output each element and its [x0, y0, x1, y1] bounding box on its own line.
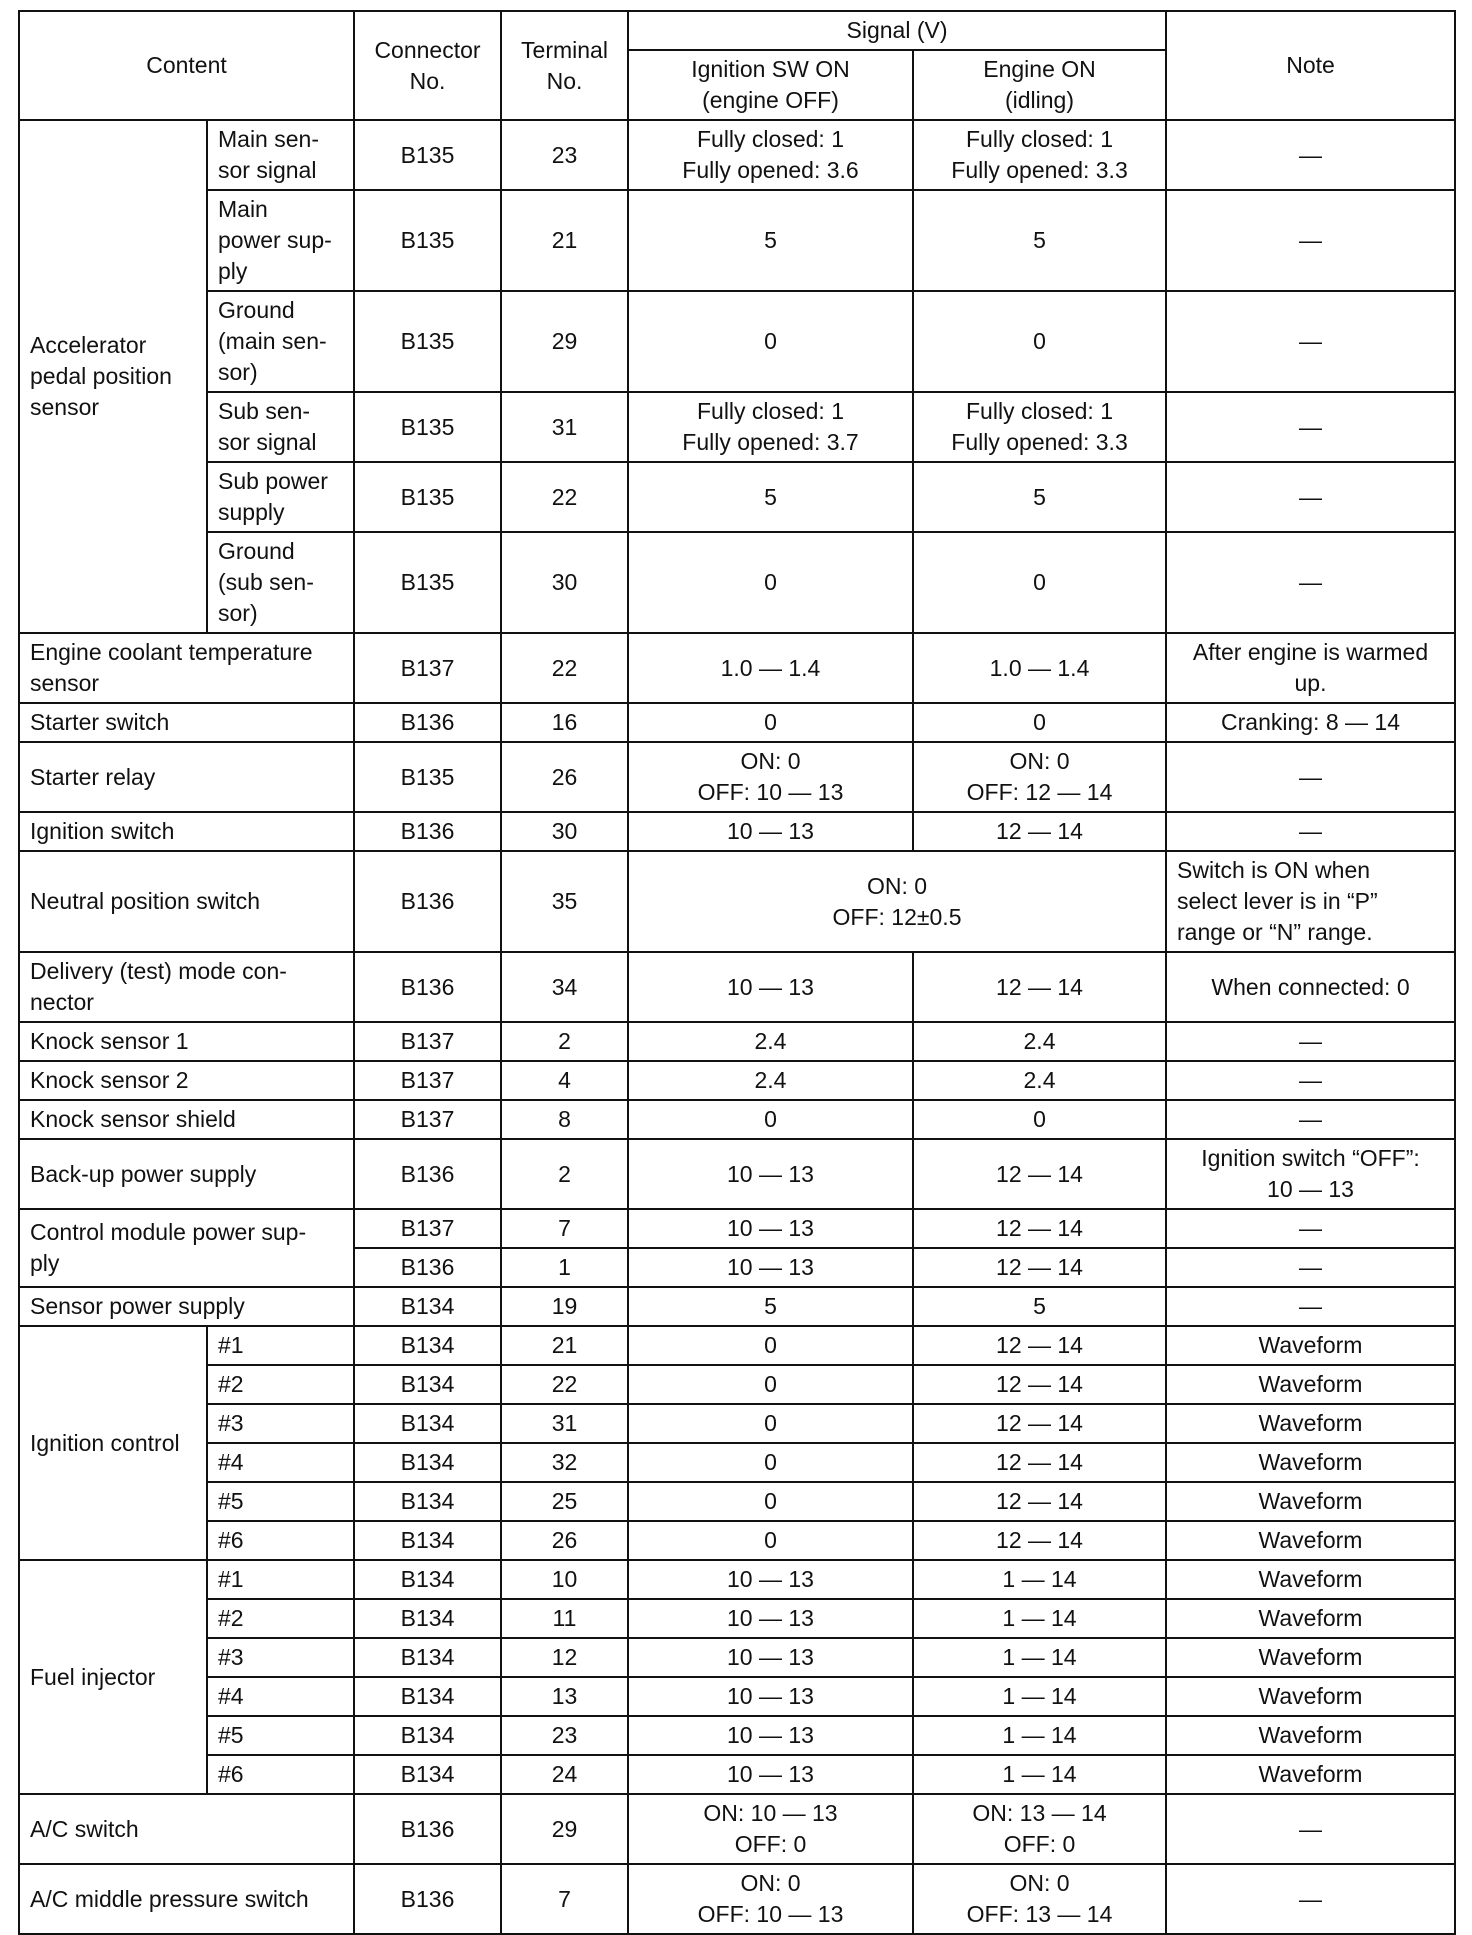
table-row [19, 1326, 1455, 1365]
connector-cell: B135 [354, 532, 501, 633]
engine-on-cell: ON: 13 — 14 OFF: 0 [913, 1794, 1166, 1864]
note-cell: Waveform [1166, 1443, 1455, 1482]
item-label: #2 [207, 1599, 354, 1638]
table-row [19, 952, 1455, 1022]
item-label: #2 [207, 1365, 354, 1404]
engine-on-cell: 2.4 [913, 1061, 1166, 1100]
connector-cell: B134 [354, 1443, 501, 1482]
connector-cell: B136 [354, 851, 501, 952]
signal-spec-table [18, 10, 1456, 1935]
engine-on-cell: 12 — 14 [913, 952, 1166, 1022]
item-label: Neutral position switch [19, 851, 354, 952]
engine-on-cell: 1 — 14 [913, 1677, 1166, 1716]
table-row [19, 1794, 1455, 1864]
header-ignition-on: Ignition SW ON (engine OFF) [628, 50, 913, 120]
ignition-on-cell: ON: 0 OFF: 10 — 13 [628, 742, 913, 812]
note-cell: Waveform [1166, 1521, 1455, 1560]
connector-cell: B134 [354, 1638, 501, 1677]
header-note: Note [1166, 11, 1455, 120]
connector-cell: B134 [354, 1404, 501, 1443]
terminal-cell: 24 [501, 1755, 628, 1794]
table-row [19, 1365, 1455, 1404]
table-row [19, 392, 1455, 462]
terminal-cell: 16 [501, 703, 628, 742]
note-cell: Waveform [1166, 1716, 1455, 1755]
note-cell: Waveform [1166, 1560, 1455, 1599]
table-row [19, 1404, 1455, 1443]
engine-on-cell: 12 — 14 [913, 1521, 1166, 1560]
item-label: Main sen- sor signal [207, 120, 354, 190]
item-label: Back-up power supply [19, 1139, 354, 1209]
engine-on-cell: 5 [913, 462, 1166, 532]
terminal-cell: 8 [501, 1100, 628, 1139]
engine-on-cell: 1 — 14 [913, 1599, 1166, 1638]
table-row [19, 1482, 1455, 1521]
ignition-on-cell: 0 [628, 1100, 913, 1139]
ignition-on-cell: 0 [628, 1443, 913, 1482]
connector-cell: B137 [354, 1061, 501, 1100]
ignition-on-cell: 5 [628, 190, 913, 291]
terminal-cell: 26 [501, 742, 628, 812]
ignition-on-cell: Fully closed: 1 Fully opened: 3.6 [628, 120, 913, 190]
item-label: Engine coolant temperature sensor [19, 633, 354, 703]
ignition-on-cell: 1.0 — 1.4 [628, 633, 913, 703]
note-cell: — [1166, 462, 1455, 532]
terminal-cell: 23 [501, 1716, 628, 1755]
table-row [19, 462, 1455, 532]
terminal-cell: 4 [501, 1061, 628, 1100]
connector-cell: B137 [354, 1022, 501, 1061]
engine-on-cell: 5 [913, 190, 1166, 291]
engine-on-cell: 12 — 14 [913, 1209, 1166, 1248]
note-cell: — [1166, 392, 1455, 462]
ignition-on-cell: 0 [628, 1521, 913, 1560]
terminal-cell: 13 [501, 1677, 628, 1716]
terminal-cell: 1 [501, 1248, 628, 1287]
note-cell: — [1166, 1287, 1455, 1326]
note-cell: — [1166, 1061, 1455, 1100]
connector-cell: B134 [354, 1287, 501, 1326]
terminal-cell: 22 [501, 462, 628, 532]
note-cell: — [1166, 1794, 1455, 1864]
note-cell: — [1166, 1248, 1455, 1287]
connector-cell: B135 [354, 120, 501, 190]
header-content: Content [19, 11, 354, 120]
terminal-cell: 12 [501, 1638, 628, 1677]
ignition-on-cell: 0 [628, 291, 913, 392]
table-row [19, 812, 1455, 851]
ignition-on-cell: 10 — 13 [628, 1248, 913, 1287]
terminal-cell: 7 [501, 1864, 628, 1934]
item-label: Knock sensor 1 [19, 1022, 354, 1061]
engine-on-cell: 1 — 14 [913, 1638, 1166, 1677]
connector-cell: B135 [354, 190, 501, 291]
note-cell: — [1166, 812, 1455, 851]
engine-on-cell: Fully closed: 1 Fully opened: 3.3 [913, 120, 1166, 190]
terminal-cell: 29 [501, 291, 628, 392]
item-label: #3 [207, 1404, 354, 1443]
engine-on-cell: 12 — 14 [913, 1404, 1166, 1443]
item-label: Main power sup- ply [207, 190, 354, 291]
table-row [19, 1599, 1455, 1638]
connector-cell: B136 [354, 1794, 501, 1864]
engine-on-cell: 1.0 — 1.4 [913, 633, 1166, 703]
ignition-on-cell: 10 — 13 [628, 1560, 913, 1599]
item-label: #4 [207, 1443, 354, 1482]
connector-cell: B136 [354, 1248, 501, 1287]
item-label: #1 [207, 1326, 354, 1365]
ignition-on-cell: 0 [628, 703, 913, 742]
item-label: Ground (main sen- sor) [207, 291, 354, 392]
engine-on-cell: 1 — 14 [913, 1716, 1166, 1755]
table-row [19, 1864, 1455, 1934]
table-row [19, 851, 1455, 952]
connector-cell: B134 [354, 1521, 501, 1560]
terminal-cell: 22 [501, 633, 628, 703]
header-signal: Signal (V) [628, 11, 1166, 50]
connector-cell: B137 [354, 1209, 501, 1248]
ignition-on-cell: 5 [628, 1287, 913, 1326]
note-cell: — [1166, 291, 1455, 392]
connector-cell: B134 [354, 1326, 501, 1365]
terminal-cell: 26 [501, 1521, 628, 1560]
group-label: Fuel injector [19, 1560, 207, 1794]
engine-on-cell: ON: 0 OFF: 12 — 14 [913, 742, 1166, 812]
table-body [19, 120, 1455, 1934]
table-row [19, 1716, 1455, 1755]
header-row-1 [19, 11, 1455, 50]
table-row [19, 1139, 1455, 1209]
table-row [19, 190, 1455, 291]
connector-cell: B136 [354, 1139, 501, 1209]
ignition-on-cell: 10 — 13 [628, 1716, 913, 1755]
connector-cell: B134 [354, 1677, 501, 1716]
note-cell: — [1166, 742, 1455, 812]
item-label: #3 [207, 1638, 354, 1677]
item-label: #4 [207, 1677, 354, 1716]
engine-on-cell: 12 — 14 [913, 1248, 1166, 1287]
ignition-on-cell: 0 [628, 532, 913, 633]
item-label: Sub power supply [207, 462, 354, 532]
engine-on-cell: 1 — 14 [913, 1755, 1166, 1794]
connector-cell: B136 [354, 812, 501, 851]
note-cell: Ignition switch “OFF”: 10 — 13 [1166, 1139, 1455, 1209]
ignition-on-cell: 2.4 [628, 1022, 913, 1061]
table-row [19, 1022, 1455, 1061]
terminal-cell: 21 [501, 190, 628, 291]
terminal-cell: 31 [501, 392, 628, 462]
note-cell: — [1166, 1864, 1455, 1934]
ignition-on-cell: 0 [628, 1326, 913, 1365]
engine-on-cell: 0 [913, 291, 1166, 392]
note-cell: Waveform [1166, 1404, 1455, 1443]
terminal-cell: 19 [501, 1287, 628, 1326]
item-label: Ignition switch [19, 812, 354, 851]
engine-on-cell: 12 — 14 [913, 1443, 1166, 1482]
ignition-on-cell: 10 — 13 [628, 952, 913, 1022]
terminal-cell: 23 [501, 120, 628, 190]
note-cell: Cranking: 8 — 14 [1166, 703, 1455, 742]
item-label: #5 [207, 1716, 354, 1755]
item-label: Knock sensor shield [19, 1100, 354, 1139]
note-cell: — [1166, 1022, 1455, 1061]
table-row [19, 703, 1455, 742]
item-label: Control module power sup- ply [19, 1209, 354, 1287]
terminal-cell: 32 [501, 1443, 628, 1482]
engine-on-cell: 12 — 14 [913, 1139, 1166, 1209]
engine-on-cell: 5 [913, 1287, 1166, 1326]
terminal-cell: 21 [501, 1326, 628, 1365]
table-row [19, 1755, 1455, 1794]
connector-cell: B135 [354, 291, 501, 392]
note-cell: When connected: 0 [1166, 952, 1455, 1022]
ignition-on-cell: Fully closed: 1 Fully opened: 3.7 [628, 392, 913, 462]
note-cell: — [1166, 190, 1455, 291]
table-row [19, 633, 1455, 703]
note-cell: Waveform [1166, 1599, 1455, 1638]
header-terminal: Terminal No. [501, 11, 628, 120]
engine-on-cell: 12 — 14 [913, 1482, 1166, 1521]
table-row [19, 1209, 1455, 1248]
group-label: Ignition control [19, 1326, 207, 1560]
note-cell: Waveform [1166, 1755, 1455, 1794]
ignition-on-cell: 10 — 13 [628, 1677, 913, 1716]
signal-cell: ON: 0 OFF: 12±0.5 [628, 851, 1166, 952]
connector-cell: B134 [354, 1560, 501, 1599]
item-label: Starter switch [19, 703, 354, 742]
item-label: #6 [207, 1521, 354, 1560]
item-label: A/C middle pressure switch [19, 1864, 354, 1934]
ignition-on-cell: 10 — 13 [628, 1638, 913, 1677]
table-row [19, 742, 1455, 812]
table-row [19, 1100, 1455, 1139]
ignition-on-cell: ON: 0 OFF: 10 — 13 [628, 1864, 913, 1934]
item-label: Starter relay [19, 742, 354, 812]
table-row [19, 532, 1455, 633]
note-cell: Waveform [1166, 1677, 1455, 1716]
engine-on-cell: 0 [913, 703, 1166, 742]
ignition-on-cell: 10 — 13 [628, 812, 913, 851]
terminal-cell: 11 [501, 1599, 628, 1638]
connector-cell: B136 [354, 1864, 501, 1934]
ignition-on-cell: 0 [628, 1482, 913, 1521]
item-label: Sensor power supply [19, 1287, 354, 1326]
connector-cell: B134 [354, 1716, 501, 1755]
table-row [19, 1521, 1455, 1560]
engine-on-cell: 12 — 14 [913, 812, 1166, 851]
terminal-cell: 35 [501, 851, 628, 952]
connector-cell: B134 [354, 1365, 501, 1404]
terminal-cell: 30 [501, 532, 628, 633]
group-label: Accelerator pedal position sensor [19, 120, 207, 633]
engine-on-cell: 0 [913, 532, 1166, 633]
ignition-on-cell: 10 — 13 [628, 1599, 913, 1638]
table-row [19, 1287, 1455, 1326]
terminal-cell: 2 [501, 1139, 628, 1209]
note-cell: — [1166, 120, 1455, 190]
ignition-on-cell: 10 — 13 [628, 1755, 913, 1794]
terminal-cell: 7 [501, 1209, 628, 1248]
engine-on-cell: Fully closed: 1 Fully opened: 3.3 [913, 392, 1166, 462]
ignition-on-cell: 2.4 [628, 1061, 913, 1100]
terminal-cell: 31 [501, 1404, 628, 1443]
note-cell: Waveform [1166, 1326, 1455, 1365]
note-cell: — [1166, 1209, 1455, 1248]
terminal-cell: 29 [501, 1794, 628, 1864]
note-cell: Waveform [1166, 1365, 1455, 1404]
connector-cell: B137 [354, 1100, 501, 1139]
item-label: Knock sensor 2 [19, 1061, 354, 1100]
item-label: Ground (sub sen- sor) [207, 532, 354, 633]
connector-cell: B137 [354, 633, 501, 703]
note-cell: — [1166, 1100, 1455, 1139]
table-row [19, 291, 1455, 392]
terminal-cell: 10 [501, 1560, 628, 1599]
item-label: A/C switch [19, 1794, 354, 1864]
terminal-cell: 22 [501, 1365, 628, 1404]
terminal-cell: 30 [501, 812, 628, 851]
item-label: #6 [207, 1755, 354, 1794]
item-label: Sub sen- sor signal [207, 392, 354, 462]
ignition-on-cell: 10 — 13 [628, 1209, 913, 1248]
engine-on-cell: 2.4 [913, 1022, 1166, 1061]
table-row [19, 1443, 1455, 1482]
ignition-on-cell: 10 — 13 [628, 1139, 913, 1209]
table-row [19, 1061, 1455, 1100]
connector-cell: B134 [354, 1482, 501, 1521]
table-row [19, 120, 1455, 190]
ignition-on-cell: ON: 10 — 13 OFF: 0 [628, 1794, 913, 1864]
engine-on-cell: 12 — 14 [913, 1326, 1166, 1365]
table-row [19, 1638, 1455, 1677]
note-cell: After engine is warmed up. [1166, 633, 1455, 703]
table-row [19, 1560, 1455, 1599]
item-label: #5 [207, 1482, 354, 1521]
connector-cell: B134 [354, 1755, 501, 1794]
engine-on-cell: 12 — 14 [913, 1365, 1166, 1404]
connector-cell: B136 [354, 703, 501, 742]
header-engine-on: Engine ON (idling) [913, 50, 1166, 120]
terminal-cell: 34 [501, 952, 628, 1022]
connector-cell: B136 [354, 952, 501, 1022]
engine-on-cell: 1 — 14 [913, 1560, 1166, 1599]
note-cell: Switch is ON when select lever is in “P” range or “N” range. [1166, 851, 1455, 952]
note-cell: Waveform [1166, 1638, 1455, 1677]
engine-on-cell: ON: 0 OFF: 13 — 14 [913, 1864, 1166, 1934]
ignition-on-cell: 5 [628, 462, 913, 532]
connector-cell: B135 [354, 742, 501, 812]
terminal-cell: 2 [501, 1022, 628, 1061]
item-label: Delivery (test) mode con- nector [19, 952, 354, 1022]
ignition-on-cell: 0 [628, 1365, 913, 1404]
terminal-cell: 25 [501, 1482, 628, 1521]
engine-on-cell: 0 [913, 1100, 1166, 1139]
connector-cell: B135 [354, 392, 501, 462]
table-row [19, 1677, 1455, 1716]
connector-cell: B134 [354, 1599, 501, 1638]
connector-cell: B135 [354, 462, 501, 532]
item-label: #1 [207, 1560, 354, 1599]
note-cell: — [1166, 532, 1455, 633]
header-connector: Connector No. [354, 11, 501, 120]
ignition-on-cell: 0 [628, 1404, 913, 1443]
note-cell: Waveform [1166, 1482, 1455, 1521]
